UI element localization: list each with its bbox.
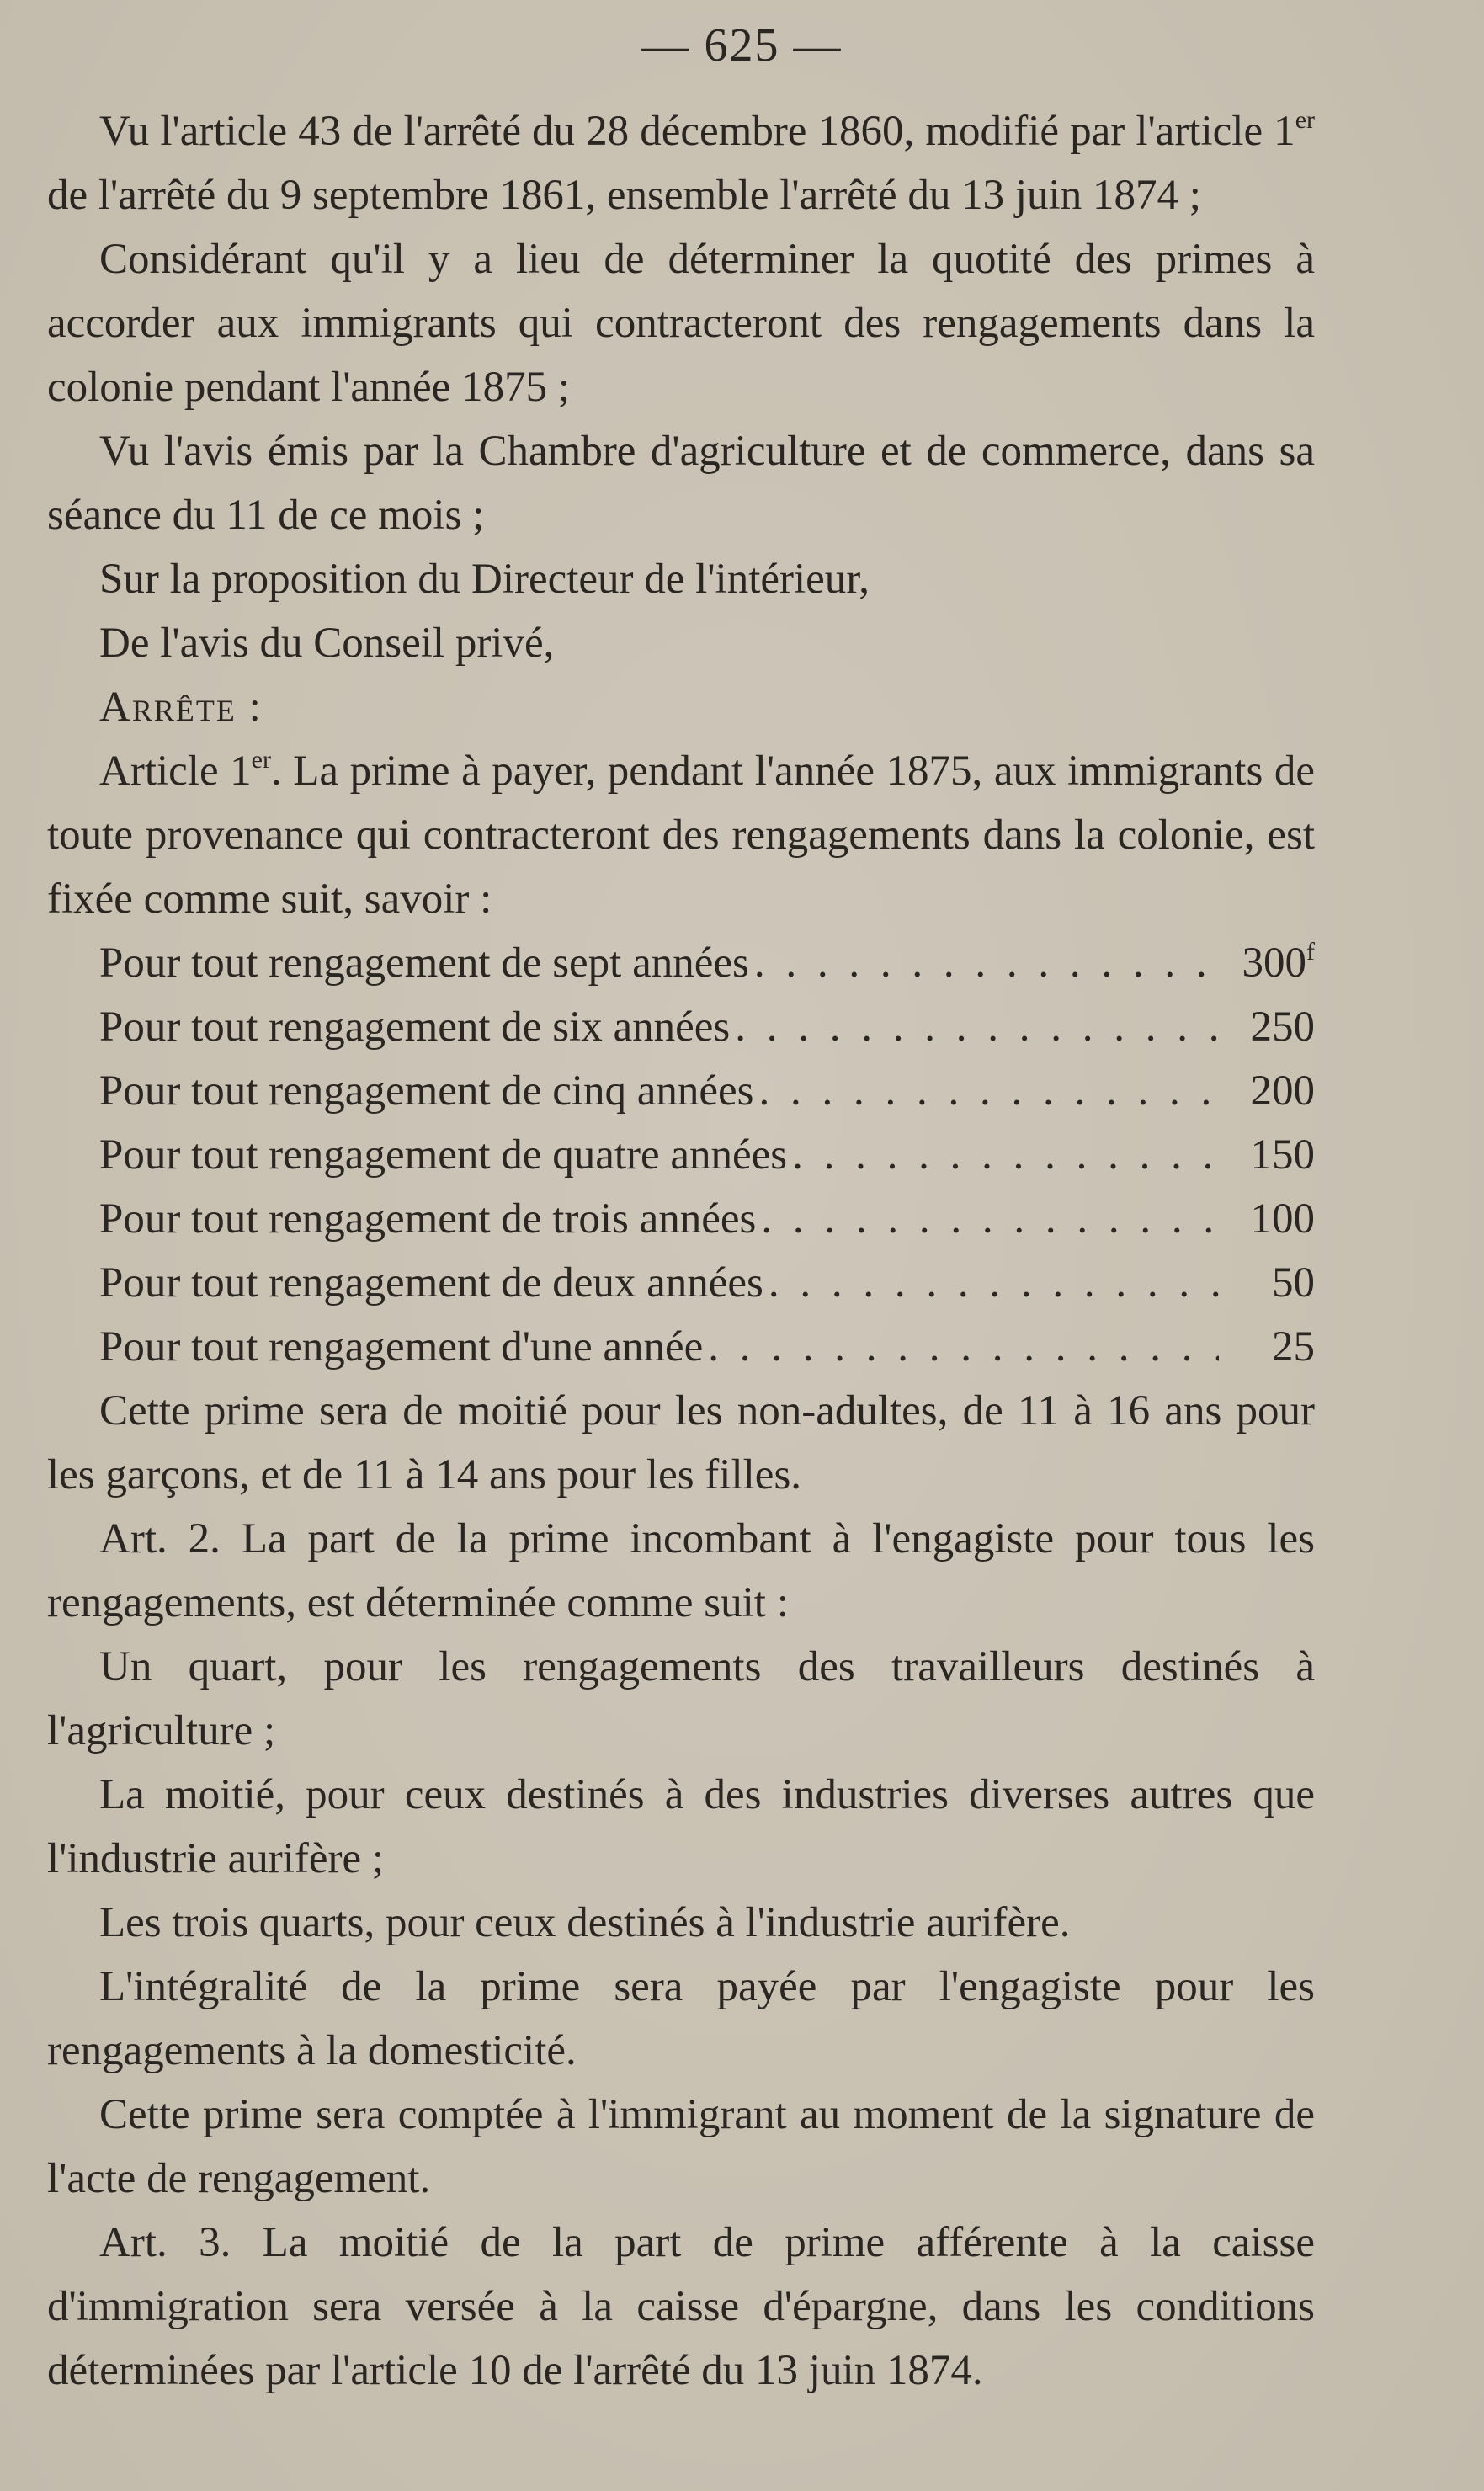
leader-dots: [735, 995, 1219, 1059]
article-3: Art. 3. La moitié de la part de prime afférente à la caisse d'immigration sera versée à la caisse d'épargne, dans les conditions déterminées par l'article 10 de l'arrêté du 13 juin 1874.: [47, 2219, 1315, 2394]
row-value: [1224, 931, 1315, 995]
table-row: [47, 1251, 1315, 1315]
paragraph-vu-article-43: [47, 99, 1315, 227]
heading-arrete: Arrête :: [99, 684, 263, 731]
article-2: Art. 2. La part de la prime incombant à l'engagiste pour tous les rengagements, est déterminée comme suit :: [47, 1515, 1315, 1626]
row-value: 25: [1272, 1323, 1315, 1371]
paragraph-avis-conseil: De l'avis du Conseil privé,: [99, 620, 555, 667]
value-number: 300: [1242, 939, 1306, 987]
leader-dots: [769, 1251, 1219, 1315]
paragraph-sur-proposition: Sur la proposition du Directeur de l'intérieur,: [99, 556, 870, 603]
paragraph-la-moitie: La moitié, pour ceux destinés à des industries diverses autres que l'industrie aurifère ;: [47, 1771, 1315, 1882]
paragraph-un-quart: Un quart, pour les rengagements des travailleurs destinés à l'agriculture ;: [47, 1643, 1315, 1754]
paragraph-vu-avis: Vu l'avis émis par la Chambre d'agriculture et de commerce, dans sa séance du 11 de ce mois ;: [47, 428, 1315, 539]
row-label: Pour tout rengagement de six années: [99, 1003, 731, 1051]
paragraph-prime-comptee: Cette prime sera comptée à l'immigrant au moment de la signature de l'acte de rengagement.: [47, 2091, 1315, 2202]
row-label: Pour tout rengagement de cinq années: [99, 1067, 754, 1115]
document-body: [47, 99, 1315, 2403]
table-row: [47, 995, 1315, 1059]
superscript: er: [251, 746, 271, 774]
paragraph-non-adultes: Cette prime sera de moitié pour les non-adultes, de 11 à 16 ans pour les garçons, et de 11 à 14 ans pour les filles.: [47, 1387, 1315, 1498]
paragraph-trois-quarts: Les trois quarts, pour ceux destinés à l'industrie aurifère.: [99, 1899, 1071, 1946]
article-1: [47, 739, 1315, 931]
leader-dots: [708, 1315, 1219, 1379]
paragraph-considerant: Considérant qu'il y a lieu de déterminer la quotité des primes à accorder aux immigrants qui contracteront des rengagements dans la colonie pendant l'année 1875 ;: [47, 236, 1315, 411]
row-label: Pour tout rengagement d'une année: [99, 1323, 704, 1371]
row-label: Pour tout rengagement de sept années: [99, 939, 749, 987]
row-value: 150: [1250, 1131, 1315, 1179]
table-row: [47, 1187, 1315, 1251]
superscript: er: [1295, 106, 1315, 134]
row-value: 100: [1250, 1195, 1315, 1243]
leader-dots: [754, 931, 1219, 995]
table-row: [47, 1059, 1315, 1123]
table-row: [47, 1123, 1315, 1187]
row-value: 50: [1272, 1259, 1315, 1307]
table-row: [47, 931, 1315, 995]
row-label: Pour tout rengagement de quatre années: [99, 1131, 788, 1179]
row-label: Pour tout rengagement de deux années: [99, 1259, 763, 1307]
leader-dots: [759, 1059, 1219, 1123]
row-label: Pour tout rengagement de trois années: [99, 1195, 757, 1243]
paragraph-integralite: L'intégralité de la prime sera payée par l'engagiste pour les rengagements à la domesticité.: [47, 1963, 1315, 2074]
row-value: 250: [1250, 1003, 1315, 1051]
value-unit: f: [1306, 938, 1315, 966]
leader-dots: [792, 1123, 1219, 1187]
paragraph-text: de l'arrêté du 9 septembre 1861, ensemble l'arrêté du 13 juin 1874 ;: [47, 172, 1201, 219]
premium-table: [47, 931, 1315, 1379]
article-text: . La prime à payer, pendant l'année 1875, aux immigrants de toute provenance qui contracteront des rengagements dans la colonie, est fixée comme suit, savoir :: [47, 748, 1315, 923]
paragraph-text: Vu l'article 43 de l'arrêté du 28 décembre 1860, modifié par l'article 1: [99, 108, 1295, 155]
table-row: [47, 1315, 1315, 1379]
row-value: 200: [1250, 1067, 1315, 1115]
article-heading: Article 1: [99, 748, 252, 795]
page-number: — 625 —: [641, 19, 843, 72]
leader-dots: [761, 1187, 1219, 1251]
